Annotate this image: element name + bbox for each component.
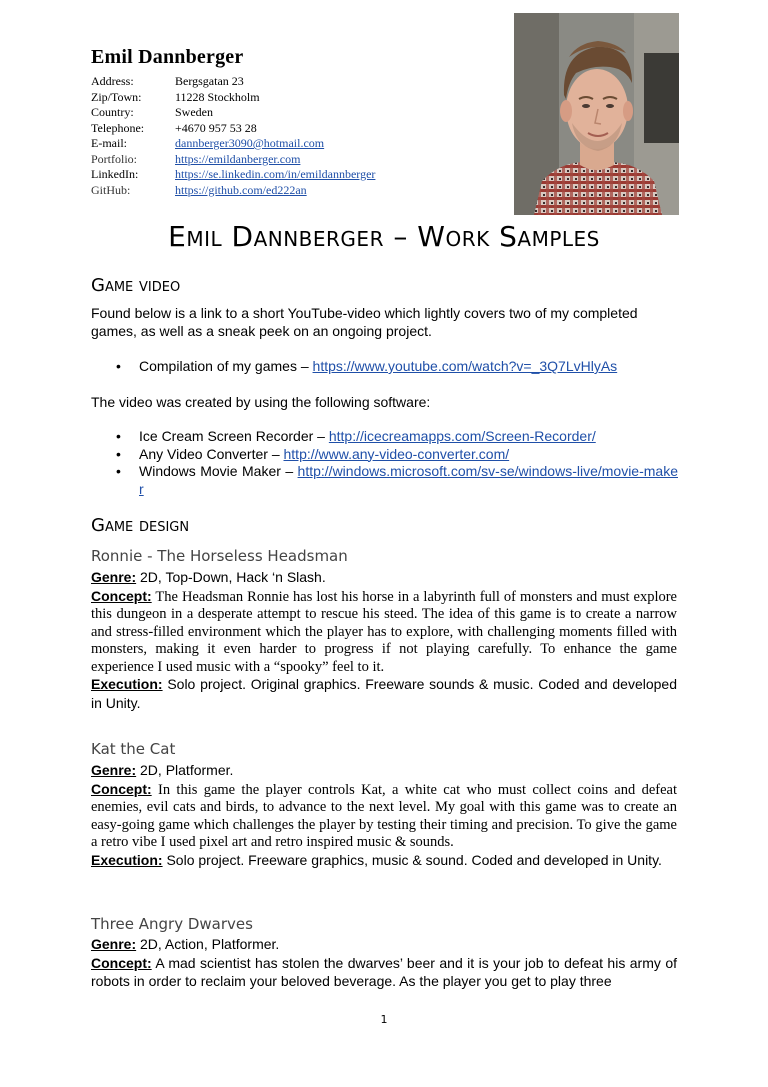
contact-row-portfolio bbox=[91, 152, 375, 168]
list-item bbox=[116, 358, 678, 376]
bullet-icon: • bbox=[116, 445, 121, 462]
avc-link[interactable]: http://www.any-video-converter.com/ bbox=[283, 445, 510, 462]
list-item bbox=[116, 446, 678, 464]
youtube-link[interactable]: https://www.youtube.com/watch?v=_3Q7LvHlyAs bbox=[312, 358, 618, 374]
github-link[interactable]: https://github.com/ed222an bbox=[175, 182, 307, 197]
contact-value: 11228 Stockholm bbox=[175, 89, 260, 104]
genre-value: 2D, Platformer. bbox=[136, 762, 234, 778]
contact-label: Address: bbox=[91, 74, 134, 88]
bullet-icon: • bbox=[116, 463, 121, 479]
document-title bbox=[0, 220, 768, 253]
bullet-icon: • bbox=[116, 358, 121, 374]
execution-label: Execution: bbox=[91, 676, 163, 692]
genre-value: 2D, Action, Platformer. bbox=[136, 936, 280, 952]
contact-row-github bbox=[91, 183, 375, 199]
bullet-icon: • bbox=[116, 428, 121, 444]
list-item-text bbox=[139, 446, 678, 464]
concept-label: Concept: bbox=[91, 587, 152, 604]
contact-value: +4670 957 53 28 bbox=[175, 120, 257, 135]
software-name: Any Video Converter – bbox=[139, 445, 284, 462]
section-heading-game-design: Game design bbox=[91, 515, 190, 536]
contact-block bbox=[91, 74, 375, 198]
contact-row-email bbox=[91, 136, 375, 152]
linkedin-link[interactable]: https://se.linkedin.com/in/emildannberger bbox=[175, 167, 376, 181]
contact-label: Zip/Town: bbox=[91, 89, 142, 104]
icecream-link[interactable]: http://icecreamapps.com/Screen-Recorder/ bbox=[328, 428, 596, 444]
execution-text: Solo project. Freeware graphics, music & sound. Coded and developed in Unity. bbox=[162, 851, 662, 868]
list-item bbox=[116, 463, 678, 498]
contact-row-linkedin bbox=[91, 167, 375, 183]
list-item bbox=[116, 428, 678, 446]
contact-label: E-mail: bbox=[91, 136, 127, 150]
contact-value: Sweden bbox=[175, 105, 213, 119]
email-link[interactable]: dannberger3090@hotmail.com bbox=[175, 136, 325, 150]
contact-label: Country: bbox=[91, 105, 134, 119]
contact-label: GitHub: bbox=[91, 182, 131, 197]
genre-label: Genre: bbox=[91, 569, 137, 585]
genre-value: 2D, Top-Down, Hack ‘n Slash. bbox=[136, 569, 326, 585]
contact-label: Telephone: bbox=[91, 120, 145, 135]
contact-label: LinkedIn: bbox=[91, 167, 139, 181]
game-description bbox=[91, 936, 677, 992]
concept-text: In this game the player controls Kat, a white cat who must collect coins and defeat enemies, evil cats and birds, to advance to the next level. My goal with this game was to create an easy-going game which challenges the player by testing their timing and precision. To give the game a retro vibe I used pixel art and retro inspired music & sounds. bbox=[91, 781, 677, 850]
header-name: Emil Dannberger bbox=[91, 46, 244, 68]
contact-row-zip bbox=[91, 90, 375, 106]
game-description bbox=[91, 762, 677, 870]
contact-value: Bergsgatan 23 bbox=[175, 74, 244, 88]
genre-label: Genre: bbox=[91, 762, 137, 778]
title-name: Emil Dannberger bbox=[168, 220, 384, 253]
game-title: Kat the Cat bbox=[91, 740, 176, 758]
compilation-label: Compilation of my games – bbox=[139, 358, 313, 374]
software-name: Ice Cream Screen Recorder – bbox=[139, 428, 329, 444]
concept-text: A mad scientist has stolen the dwarves’ beer and it is your job to defeat his army of robots in order to reclaim your beloved beverage. As the player you get to play three bbox=[91, 954, 677, 989]
concept-label: Concept: bbox=[91, 954, 152, 971]
software-intro: The video was created by using the following software: bbox=[91, 394, 431, 410]
page-number: 1 bbox=[380, 1013, 388, 1026]
contact-row-telephone bbox=[91, 121, 375, 137]
game-video-intro: Found below is a link to a short YouTube-video which lightly covers two of my completed games, as well as a sneak peek on an ongoing project. bbox=[91, 305, 638, 339]
contact-label: Portfolio: bbox=[91, 151, 138, 166]
list-item-text bbox=[139, 358, 678, 376]
genre-label: Genre: bbox=[91, 936, 137, 952]
contact-row-address bbox=[91, 74, 375, 90]
software-name: Windows Movie Maker – bbox=[139, 463, 298, 479]
concept-label: Concept: bbox=[91, 780, 152, 797]
movie-maker-link[interactable]: http://windows.microsoft.com/sv-se/windows-live/movie-maker bbox=[139, 463, 678, 497]
contact-row-country bbox=[91, 105, 375, 121]
game-title: Ronnie - The Horseless Headsman bbox=[91, 547, 348, 565]
concept-text: The Headsman Ronnie has lost his horse in a labyrinth full of monsters and must explore this dungeon in a desperate attempt to rescue his steed. The idea of this game is to create a narrow and stress-filled environment which the player has to explore, with challenging moments filled with monsters, making it even harder to progress if not playing carefully. To enhance the game experience I used music with a “spooky” feel to it. bbox=[91, 588, 677, 675]
execution-label: Execution: bbox=[91, 851, 163, 868]
game-description bbox=[91, 569, 677, 713]
game-title: Three Angry Dwarves bbox=[91, 915, 253, 933]
title-dash: – bbox=[383, 220, 418, 253]
portfolio-link[interactable]: https://emildanberger.com bbox=[175, 151, 301, 166]
list-item-text bbox=[139, 463, 678, 498]
title-subtitle: Work Samples bbox=[417, 220, 600, 253]
profile-photo bbox=[514, 13, 679, 215]
section-heading-game-video: Game video bbox=[91, 275, 181, 296]
execution-text: Solo project. Original graphics. Freeware sounds & music. Coded and developed in Unity. bbox=[91, 676, 677, 711]
list-item-text bbox=[139, 428, 678, 446]
